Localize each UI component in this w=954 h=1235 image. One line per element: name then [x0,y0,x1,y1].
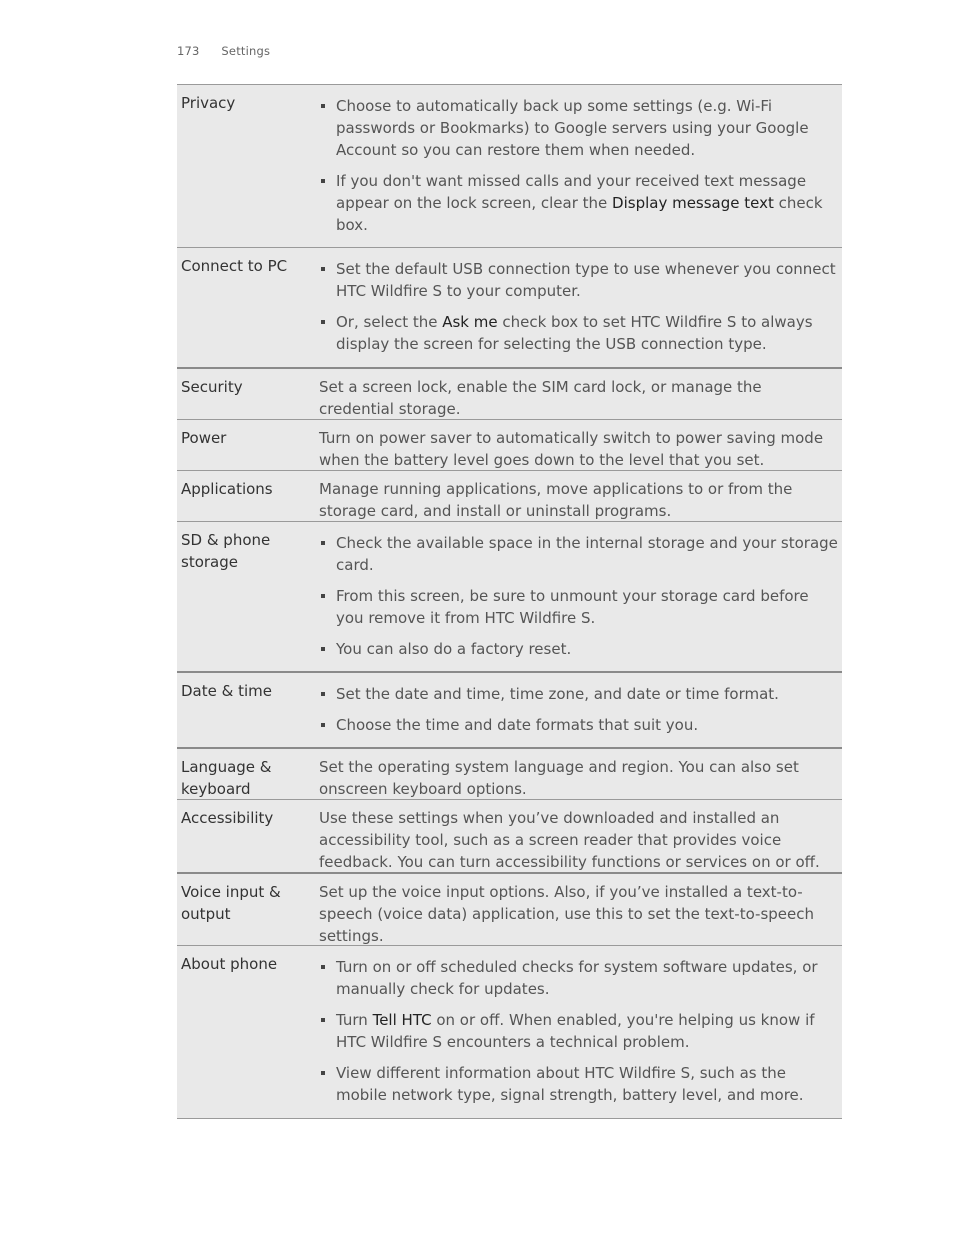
row-content: Set the operating system language and region. You can also set onscreen keyboard options. [319,758,799,798]
row-content: Manage running applications, move applications to or from the storage card, and install or uninstall programs. [319,480,793,520]
row-label: Connect to PC [181,257,288,275]
list-item [319,311,838,355]
list-item [319,585,838,629]
bullet-icon [321,179,325,183]
item-text: on or off. When enabled, you're helping us know if HTC Wildfire S encounters a technical problem. [336,1011,815,1051]
list-item [319,714,838,736]
table-row-power [177,420,842,471]
list-item [319,1009,838,1053]
list-item [319,683,838,705]
row-content: Turn on power saver to automatically switch to power saving mode when the battery level goes down to the level that you set. [319,429,824,469]
item-text: View different information about HTC Wildfire S, such as the mobile network type, signal strength, battery level, and more. [336,1064,804,1104]
section-title: Settings [221,44,271,58]
table-row-applications [177,471,842,522]
row-content [315,85,842,247]
list-item [319,1062,838,1106]
settings-table [177,84,842,1119]
item-text: Set the date and time, time zone, and date or time format. [336,685,779,703]
item-text: Set the default USB connection type to use whenever you connect HTC Wildfire S to your computer. [336,260,836,300]
bullet-icon [321,267,325,271]
table-row-language-keyboard [177,749,842,800]
item-text: Check the available space in the internal storage and your storage card. [336,534,838,574]
table-row-connect-to-pc [177,248,842,369]
bullet-icon [321,594,325,598]
row-content [315,248,842,367]
bullet-icon [321,1018,325,1022]
item-text: check box. [336,194,823,234]
item-text: From this screen, be sure to unmount your storage card before you remove it from HTC Wildfire S. [336,587,809,627]
row-label: Power [181,429,227,447]
item-text: Or, select the [336,313,443,331]
row-content: Use these settings when you’ve downloaded and installed an accessibility tool, such as a screen reader that provides voice feedback. You can turn accessibility functions or services on or off. [319,809,820,871]
ask-me-option: Ask me [442,313,498,331]
tell-htc-option: Tell HTC [372,1011,432,1029]
list-item [319,258,838,302]
row-label: Date & time [181,682,272,700]
bullet-icon [321,647,325,651]
bullet-icon [321,723,325,727]
bullet-icon [321,692,325,696]
item-text: If you don't want missed calls and your received text message appear on the lock screen, clear the [336,172,807,212]
row-label: About phone [181,955,278,973]
table-row-voice-input-output [177,874,842,946]
row-label: Security [181,378,243,396]
row-label: SD & phone storage [181,531,271,571]
row-content [315,946,842,1118]
list-item [319,956,838,1000]
list-item [319,638,838,660]
table-row-about-phone [177,946,842,1119]
item-text: Choose the time and date formats that suit you. [336,716,699,734]
table-row-security [177,369,842,420]
row-label: Accessibility [181,809,274,827]
list-item [319,95,838,161]
row-content: Set up the voice input options. Also, if you’ve installed a text-to-speech (voice data) application, use this to set the text-to-speech settings. [319,883,814,945]
row-label: Voice input & output [181,883,281,923]
table-row-date-time [177,673,842,749]
row-content [315,673,842,747]
bullet-icon [321,1071,325,1075]
bullet-icon [321,541,325,545]
display-message-text-option: Display message text [612,194,774,212]
bullet-icon [321,320,325,324]
table-row-sd-phone-storage [177,522,842,673]
bullet-icon [321,104,325,108]
row-label: Privacy [181,94,236,112]
item-text: Choose to automatically back up some settings (e.g. Wi-Fi passwords or Bookmarks) to Google servers using your Google Account so you can restore them when needed. [336,97,809,159]
table-row-privacy [177,85,842,248]
row-label: Language & keyboard [181,758,272,798]
item-text: Turn on or off scheduled checks for system software updates, or manually check for updates. [336,958,818,998]
list-item [319,532,838,576]
row-content [315,522,842,671]
list-item [319,170,838,236]
item-text: check box to set HTC Wildfire S to always display the screen for selecting the USB connection type. [336,313,813,353]
page-number: 173 [177,44,200,58]
row-content: Set a screen lock, enable the SIM card lock, or manage the credential storage. [319,378,762,418]
row-label: Applications [181,480,273,498]
item-text: Turn [336,1011,373,1029]
page-header [177,44,270,58]
bullet-icon [321,965,325,969]
table-row-accessibility [177,800,842,874]
item-text: You can also do a factory reset. [336,640,572,658]
